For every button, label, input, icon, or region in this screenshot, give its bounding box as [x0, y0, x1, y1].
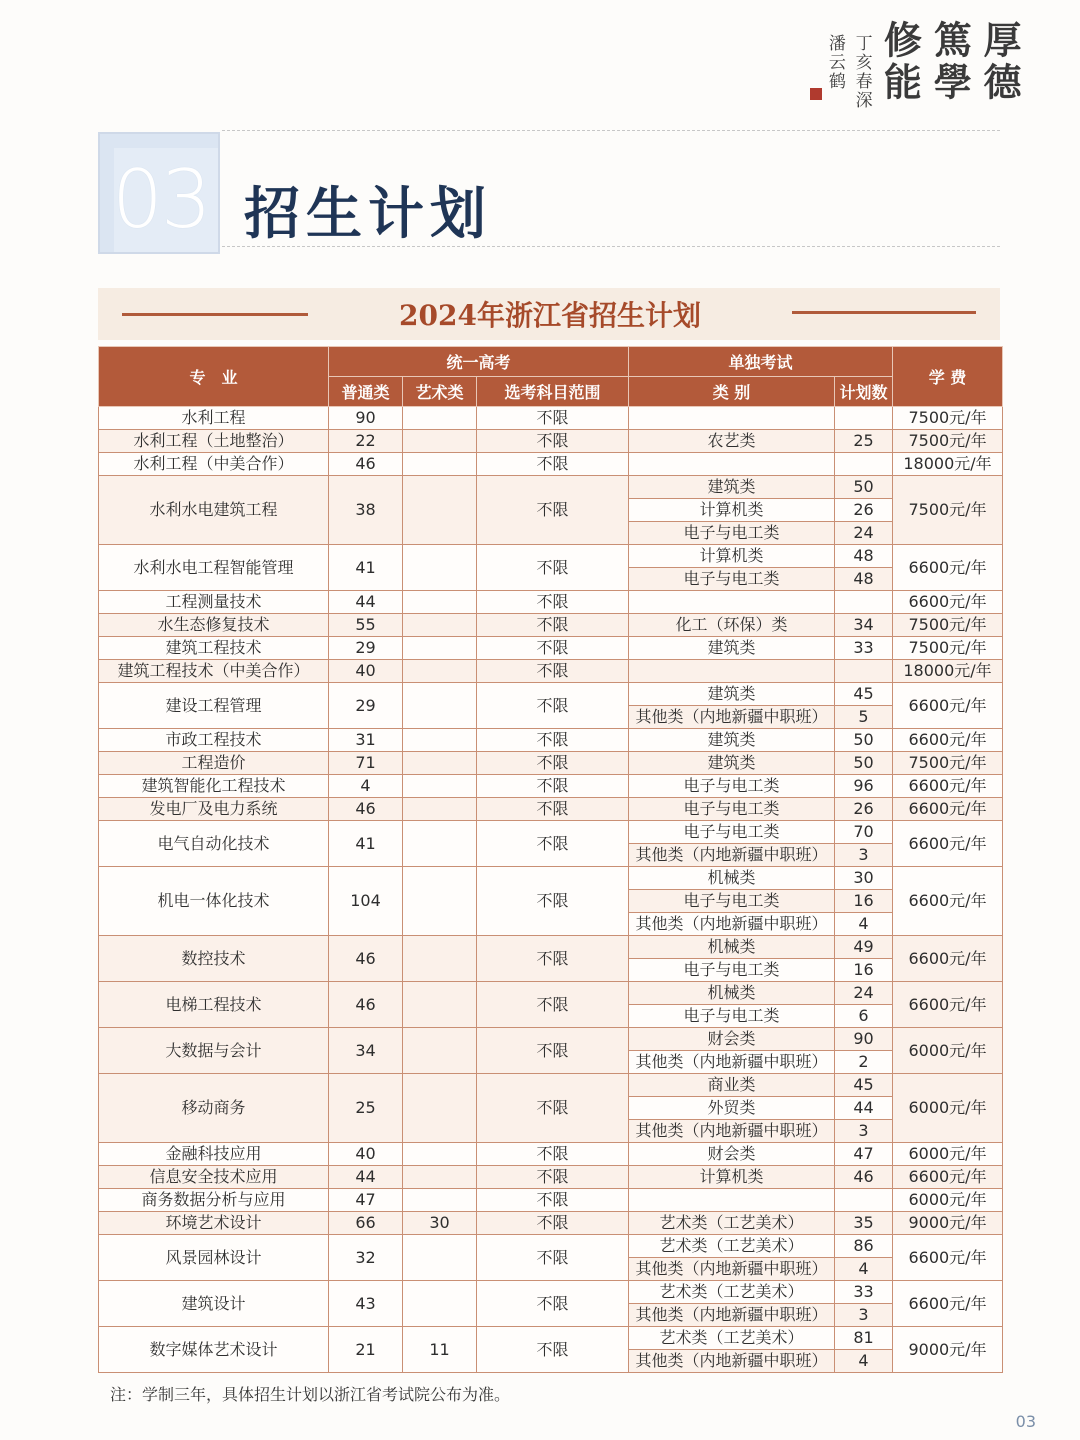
calligraphy-line-1: 厚德: [977, 20, 1022, 104]
cell-plan-count: 50: [835, 729, 893, 752]
cell-category: 艺术类（工艺美术）: [629, 1235, 835, 1258]
cell-category: 机械类: [629, 867, 835, 890]
cell-regular: 4: [329, 775, 403, 798]
cell-plan-count: 26: [835, 798, 893, 821]
cell-regular: 44: [329, 591, 403, 614]
calligraphy-line-3: 修能: [877, 20, 923, 104]
table-row: [99, 1281, 1003, 1304]
cell-art: [403, 1166, 477, 1189]
calligraphy-signature: 潘云鹤: [824, 34, 845, 91]
cell-fee: 18000元/年: [893, 453, 1003, 476]
cell-subjects: 不限: [477, 660, 629, 683]
cell-category: [629, 1189, 835, 1212]
cell-plan-count: 90: [835, 1028, 893, 1051]
cell-category: 建筑类: [629, 637, 835, 660]
table-row: [99, 683, 1003, 706]
cell-category: [629, 453, 835, 476]
table-row: [99, 775, 1003, 798]
cell-subjects: 不限: [477, 1212, 629, 1235]
cell-category: 化工（环保）类: [629, 614, 835, 637]
cell-regular: 46: [329, 936, 403, 982]
cell-fee: 6600元/年: [893, 1281, 1003, 1327]
cell-category: 财会类: [629, 1028, 835, 1051]
cell-fee: 6600元/年: [893, 1235, 1003, 1281]
cell-category: 电子与电工类: [629, 568, 835, 591]
cell-regular: 55: [329, 614, 403, 637]
cell-regular: 21: [329, 1327, 403, 1373]
cell-fee: 6600元/年: [893, 775, 1003, 798]
cell-fee: 6600元/年: [893, 798, 1003, 821]
calligraphy-line-2: 篤學: [927, 20, 973, 104]
cell-fee: 6600元/年: [893, 729, 1003, 752]
cell-art: [403, 430, 477, 453]
cell-regular: 46: [329, 453, 403, 476]
cell-art: [403, 752, 477, 775]
cell-regular: 46: [329, 798, 403, 821]
cell-plan-count: 33: [835, 1281, 893, 1304]
cell-category: 其他类（内地新疆中职班）: [629, 1051, 835, 1074]
cell-art: [403, 637, 477, 660]
header-gaokao: 统一高考: [329, 347, 629, 377]
cell-category: 外贸类: [629, 1097, 835, 1120]
cell-art: [403, 867, 477, 936]
cell-major: 数字媒体艺术设计: [99, 1327, 329, 1373]
cell-category: 农艺类: [629, 430, 835, 453]
cell-plan-count: 49: [835, 936, 893, 959]
cell-fee: 6600元/年: [893, 821, 1003, 867]
cell-fee: 7500元/年: [893, 476, 1003, 545]
cell-major: 建设工程管理: [99, 683, 329, 729]
calligraphy-inscription-date: 丁亥春深: [851, 34, 872, 110]
cell-category: 其他类（内地新疆中职班）: [629, 844, 835, 867]
cell-regular: 44: [329, 1166, 403, 1189]
cell-category: 机械类: [629, 982, 835, 1005]
cell-art: [403, 1028, 477, 1074]
cell-art: 30: [403, 1212, 477, 1235]
cell-subjects: 不限: [477, 1327, 629, 1373]
cell-fee: 6600元/年: [893, 683, 1003, 729]
cell-major: 数控技术: [99, 936, 329, 982]
header-major: 专 业: [99, 347, 329, 407]
cell-category: 艺术类（工艺美术）: [629, 1327, 835, 1350]
cell-art: [403, 1143, 477, 1166]
cell-art: 11: [403, 1327, 477, 1373]
cell-category: 其他类（内地新疆中职班）: [629, 1258, 835, 1281]
header-category: 类 别: [629, 377, 835, 407]
cell-category: 电子与电工类: [629, 1005, 835, 1028]
table-row: [99, 476, 1003, 499]
table-row: [99, 1028, 1003, 1051]
cell-major: 工程测量技术: [99, 591, 329, 614]
cell-plan-count: 46: [835, 1166, 893, 1189]
cell-category: 其他类（内地新疆中职班）: [629, 1304, 835, 1327]
cell-category: 其他类（内地新疆中职班）: [629, 706, 835, 729]
table-row: [99, 545, 1003, 568]
cell-category: 艺术类（工艺美术）: [629, 1212, 835, 1235]
table-row: [99, 867, 1003, 890]
cell-fee: 6600元/年: [893, 982, 1003, 1028]
cell-art: [403, 729, 477, 752]
cell-fee: 7500元/年: [893, 407, 1003, 430]
cell-plan-count: 25: [835, 430, 893, 453]
cell-plan-count: 45: [835, 683, 893, 706]
table-row: [99, 1235, 1003, 1258]
cell-subjects: 不限: [477, 936, 629, 982]
cell-plan-count: 45: [835, 1074, 893, 1097]
cell-category: 电子与电工类: [629, 959, 835, 982]
cell-regular: 90: [329, 407, 403, 430]
cell-regular: 104: [329, 867, 403, 936]
cell-regular: 66: [329, 1212, 403, 1235]
cell-category: 计算机类: [629, 545, 835, 568]
cell-art: [403, 545, 477, 591]
cell-plan-count: 24: [835, 982, 893, 1005]
cell-plan-count: 96: [835, 775, 893, 798]
header-single-exam: 单独考试: [629, 347, 893, 377]
cell-major: 大数据与会计: [99, 1028, 329, 1074]
cell-fee: 9000元/年: [893, 1327, 1003, 1373]
cell-major: 水利工程（中美合作）: [99, 453, 329, 476]
cell-subjects: 不限: [477, 752, 629, 775]
table-row: [99, 982, 1003, 1005]
cell-plan-count: 4: [835, 913, 893, 936]
cell-subjects: 不限: [477, 1235, 629, 1281]
cell-subjects: 不限: [477, 1143, 629, 1166]
cell-major: 环境艺术设计: [99, 1212, 329, 1235]
table-row: [99, 591, 1003, 614]
cell-subjects: 不限: [477, 614, 629, 637]
cell-major: 商务数据分析与应用: [99, 1189, 329, 1212]
cell-subjects: 不限: [477, 821, 629, 867]
cell-major: 水利水电建筑工程: [99, 476, 329, 545]
cell-plan-count: 24: [835, 522, 893, 545]
enrollment-plan-table: [98, 346, 1003, 1373]
cell-art: [403, 683, 477, 729]
header-plan-count: 计划数: [835, 377, 893, 407]
cell-art: [403, 1189, 477, 1212]
cell-art: [403, 476, 477, 545]
cell-major: 机电一体化技术: [99, 867, 329, 936]
cell-category: 电子与电工类: [629, 890, 835, 913]
cell-regular: 31: [329, 729, 403, 752]
cell-major: 金融科技应用: [99, 1143, 329, 1166]
cell-major: 发电厂及电力系统: [99, 798, 329, 821]
cell-plan-count: 2: [835, 1051, 893, 1074]
cell-category: 计算机类: [629, 1166, 835, 1189]
cell-plan-count: [835, 591, 893, 614]
cell-subjects: 不限: [477, 476, 629, 545]
cell-category: 艺术类（工艺美术）: [629, 1281, 835, 1304]
title-rule-right: [792, 311, 976, 314]
cell-regular: 22: [329, 430, 403, 453]
cell-major: 电梯工程技术: [99, 982, 329, 1028]
table-row: [99, 936, 1003, 959]
cell-regular: 32: [329, 1235, 403, 1281]
cell-plan-count: 4: [835, 1350, 893, 1373]
cell-plan-count: 4: [835, 1258, 893, 1281]
cell-plan-count: 16: [835, 890, 893, 913]
cell-regular: 40: [329, 660, 403, 683]
table-row: [99, 453, 1003, 476]
cell-regular: 46: [329, 982, 403, 1028]
cell-major: 移动商务: [99, 1074, 329, 1143]
cell-subjects: 不限: [477, 591, 629, 614]
cell-plan-count: 16: [835, 959, 893, 982]
cell-plan-count: [835, 453, 893, 476]
cell-category: 建筑类: [629, 683, 835, 706]
cell-subjects: 不限: [477, 1189, 629, 1212]
table-row: [99, 660, 1003, 683]
cell-category: 电子与电工类: [629, 522, 835, 545]
section-number: 03: [112, 153, 210, 246]
cell-plan-count: 6: [835, 1005, 893, 1028]
cell-major: 信息安全技术应用: [99, 1166, 329, 1189]
cell-plan-count: 48: [835, 568, 893, 591]
cell-category: [629, 660, 835, 683]
cell-regular: 43: [329, 1281, 403, 1327]
cell-regular: 71: [329, 752, 403, 775]
cell-fee: 18000元/年: [893, 660, 1003, 683]
cell-art: [403, 982, 477, 1028]
cell-plan-count: 3: [835, 1304, 893, 1327]
cell-plan-count: 26: [835, 499, 893, 522]
cell-art: [403, 1074, 477, 1143]
cell-art: [403, 798, 477, 821]
cell-subjects: 不限: [477, 775, 629, 798]
cell-major: 水利工程（土地整治）: [99, 430, 329, 453]
cell-plan-count: 50: [835, 476, 893, 499]
cell-plan-count: 44: [835, 1097, 893, 1120]
calligraphy-inscription: [825, 20, 1020, 110]
cell-art: [403, 453, 477, 476]
header-regular: 普通类: [329, 377, 403, 407]
cell-plan-count: 70: [835, 821, 893, 844]
page-number: 03: [1015, 1412, 1036, 1431]
cell-subjects: 不限: [477, 407, 629, 430]
cell-fee: 6000元/年: [893, 1143, 1003, 1166]
cell-plan-count: 81: [835, 1327, 893, 1350]
cell-regular: 29: [329, 683, 403, 729]
section-title: 招生计划: [244, 181, 492, 247]
cell-fee: 7500元/年: [893, 430, 1003, 453]
cell-art: [403, 821, 477, 867]
cell-regular: 38: [329, 476, 403, 545]
cell-subjects: 不限: [477, 430, 629, 453]
table-row: [99, 430, 1003, 453]
table-row: [99, 729, 1003, 752]
cell-category: 其他类（内地新疆中职班）: [629, 1120, 835, 1143]
cell-plan-count: 86: [835, 1235, 893, 1258]
cell-fee: 6000元/年: [893, 1028, 1003, 1074]
table-row: [99, 1327, 1003, 1350]
cell-category: 电子与电工类: [629, 775, 835, 798]
cell-plan-count: 50: [835, 752, 893, 775]
cell-fee: 7500元/年: [893, 637, 1003, 660]
cell-subjects: 不限: [477, 1074, 629, 1143]
table-body: [99, 407, 1003, 1373]
cell-plan-count: 30: [835, 867, 893, 890]
cell-category: 建筑类: [629, 752, 835, 775]
cell-category: 电子与电工类: [629, 798, 835, 821]
cell-major: 风景园林设计: [99, 1235, 329, 1281]
cell-subjects: 不限: [477, 729, 629, 752]
cell-regular: 40: [329, 1143, 403, 1166]
cell-category: 机械类: [629, 936, 835, 959]
footnote: 注：学制三年，具体招生计划以浙江省考试院公布为准。: [110, 1385, 511, 1404]
table-row: [99, 821, 1003, 844]
cell-category: 建筑类: [629, 729, 835, 752]
cell-subjects: 不限: [477, 545, 629, 591]
cell-regular: 41: [329, 821, 403, 867]
header-fee: 学 费: [893, 347, 1003, 407]
cell-regular: 47: [329, 1189, 403, 1212]
table-row: [99, 798, 1003, 821]
cell-plan-count: [835, 1189, 893, 1212]
cell-category: 其他类（内地新疆中职班）: [629, 1350, 835, 1373]
cell-subjects: 不限: [477, 637, 629, 660]
cell-major: 建筑设计: [99, 1281, 329, 1327]
cell-art: [403, 660, 477, 683]
cell-plan-count: 35: [835, 1212, 893, 1235]
cell-art: [403, 407, 477, 430]
table-title: 2024年浙江省招生计划: [399, 299, 701, 332]
cell-plan-count: [835, 660, 893, 683]
cell-category: 建筑类: [629, 476, 835, 499]
table-row: [99, 1189, 1003, 1212]
cell-major: 水利水电工程智能管理: [99, 545, 329, 591]
cell-fee: 6000元/年: [893, 1074, 1003, 1143]
table-row: [99, 1143, 1003, 1166]
table-row: [99, 1074, 1003, 1097]
table-row: [99, 1166, 1003, 1189]
cell-art: [403, 775, 477, 798]
cell-fee: 6600元/年: [893, 591, 1003, 614]
cell-subjects: 不限: [477, 1166, 629, 1189]
cell-category: 计算机类: [629, 499, 835, 522]
cell-fee: 6600元/年: [893, 1166, 1003, 1189]
cell-regular: 41: [329, 545, 403, 591]
cell-major: 建筑工程技术: [99, 637, 329, 660]
cell-regular: 34: [329, 1028, 403, 1074]
table-row: [99, 1212, 1003, 1235]
cell-plan-count: [835, 407, 893, 430]
cell-category: [629, 591, 835, 614]
header-divider-top: [222, 130, 1000, 131]
cell-major: 工程造价: [99, 752, 329, 775]
cell-art: [403, 614, 477, 637]
cell-category: 其他类（内地新疆中职班）: [629, 913, 835, 936]
cell-category: 商业类: [629, 1074, 835, 1097]
cell-fee: 6600元/年: [893, 867, 1003, 936]
cell-plan-count: 3: [835, 844, 893, 867]
table-row: [99, 407, 1003, 430]
cell-art: [403, 936, 477, 982]
cell-subjects: 不限: [477, 453, 629, 476]
cell-category: 电子与电工类: [629, 821, 835, 844]
cell-subjects: 不限: [477, 1028, 629, 1074]
cell-regular: 25: [329, 1074, 403, 1143]
cell-major: 水生态修复技术: [99, 614, 329, 637]
header-divider-bottom: [222, 246, 1000, 247]
cell-plan-count: 47: [835, 1143, 893, 1166]
cell-art: [403, 1281, 477, 1327]
cell-major: 水利工程: [99, 407, 329, 430]
cell-fee: 7500元/年: [893, 614, 1003, 637]
cell-major: 市政工程技术: [99, 729, 329, 752]
title-rule-left: [122, 313, 308, 316]
cell-subjects: 不限: [477, 683, 629, 729]
cell-plan-count: 48: [835, 545, 893, 568]
table-row: [99, 637, 1003, 660]
cell-fee: 9000元/年: [893, 1212, 1003, 1235]
cell-plan-count: 34: [835, 614, 893, 637]
cell-fee: 6600元/年: [893, 936, 1003, 982]
cell-plan-count: 33: [835, 637, 893, 660]
cell-subjects: 不限: [477, 867, 629, 936]
cell-subjects: 不限: [477, 1281, 629, 1327]
seal-stamp: [810, 88, 822, 100]
cell-category: 财会类: [629, 1143, 835, 1166]
cell-plan-count: 5: [835, 706, 893, 729]
header-art: 艺术类: [403, 377, 477, 407]
cell-major: 建筑工程技术（中美合作）: [99, 660, 329, 683]
cell-art: [403, 591, 477, 614]
cell-category: [629, 407, 835, 430]
cell-major: 建筑智能化工程技术: [99, 775, 329, 798]
cell-subjects: 不限: [477, 798, 629, 821]
cell-plan-count: 3: [835, 1120, 893, 1143]
cell-fee: 6000元/年: [893, 1189, 1003, 1212]
cell-major: 电气自动化技术: [99, 821, 329, 867]
cell-fee: 7500元/年: [893, 752, 1003, 775]
cell-art: [403, 1235, 477, 1281]
table-row: [99, 752, 1003, 775]
header-subjects: 选考科目范围: [477, 377, 629, 407]
cell-regular: 29: [329, 637, 403, 660]
cell-fee: 6600元/年: [893, 545, 1003, 591]
table-row: [99, 614, 1003, 637]
cell-subjects: 不限: [477, 982, 629, 1028]
